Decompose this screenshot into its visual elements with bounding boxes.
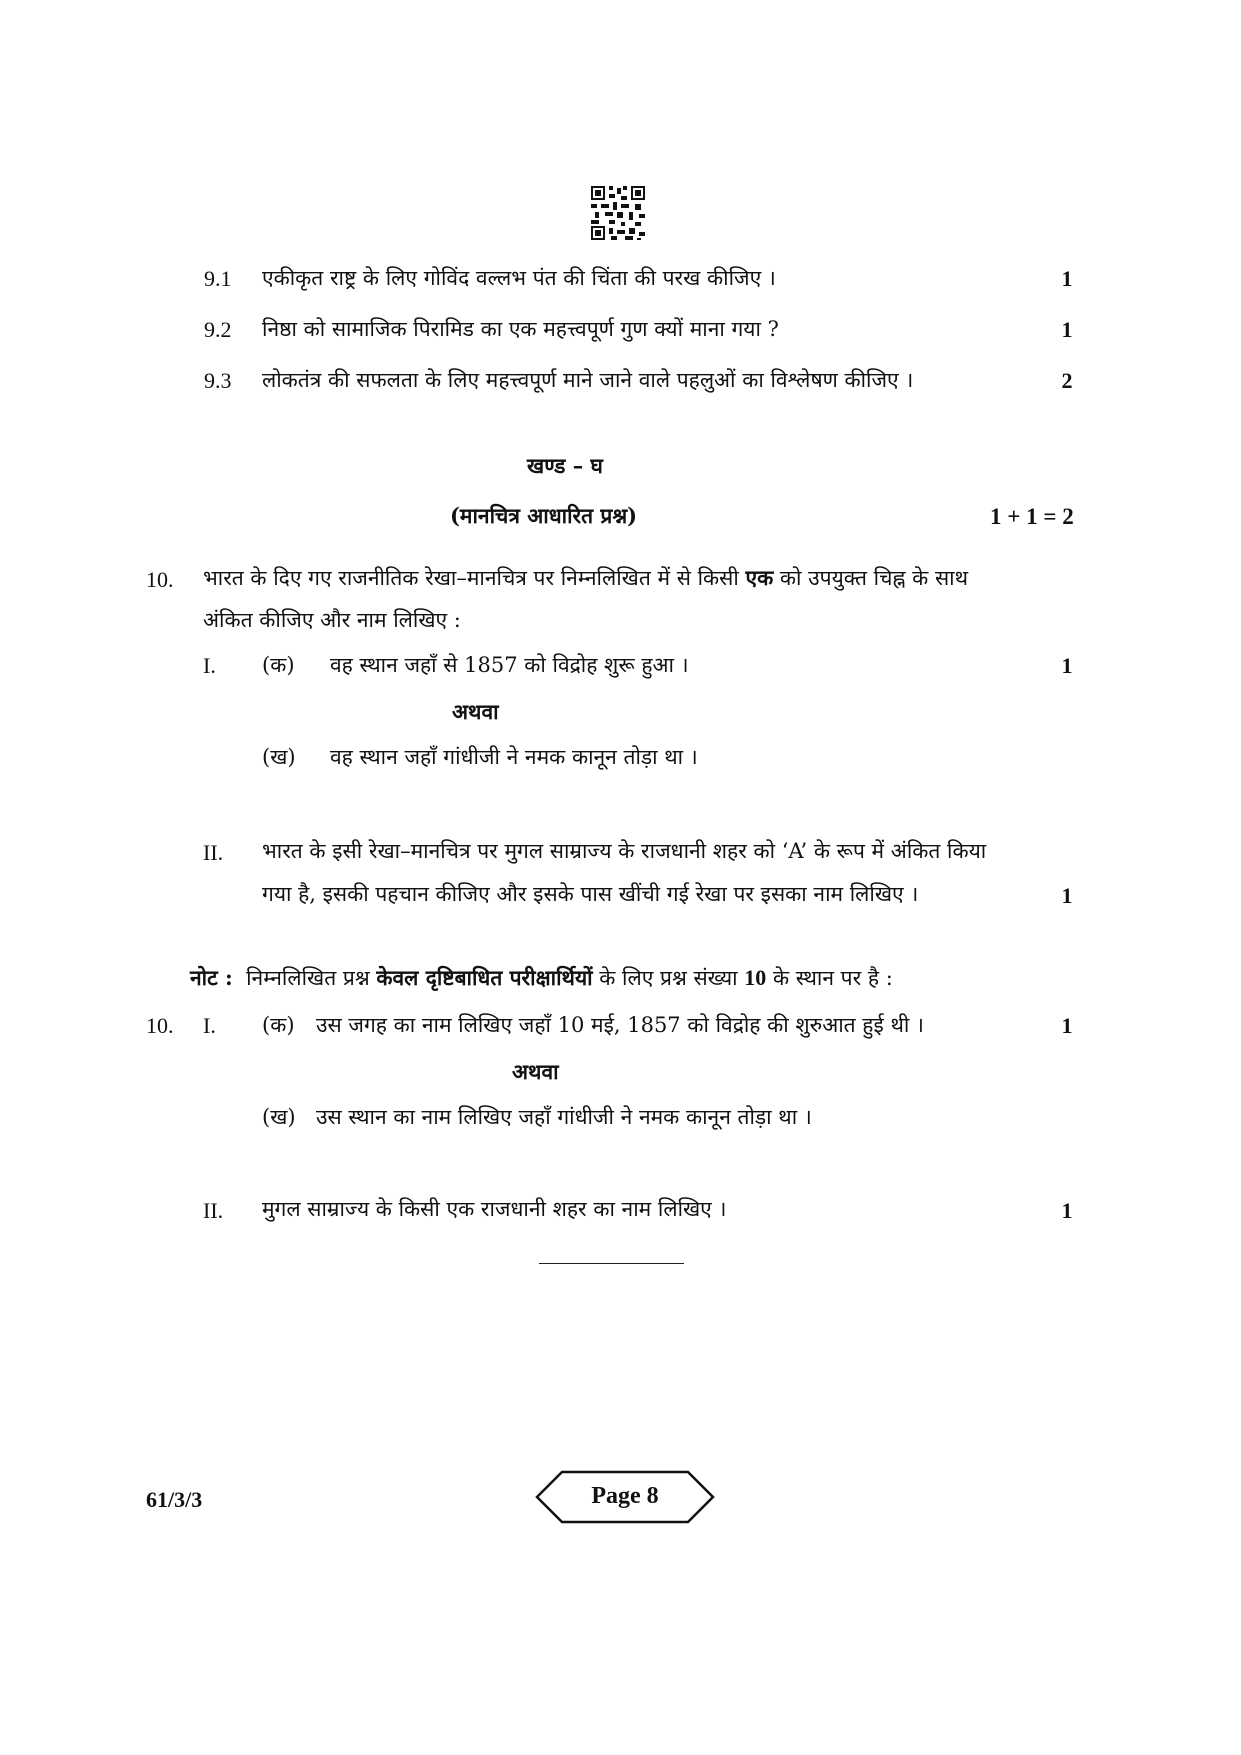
q10-number: 10. xyxy=(146,567,174,592)
q10vi-ii-label: II. xyxy=(203,1198,224,1223)
q10-ii-line1: भारत के इसी रेखा–मानचित्र पर मुगल साम्राज्य के राजधानी शहर को ‘A’ के रूप में अंकित किया xyxy=(262,839,987,863)
q9-2-text: निष्ठा को सामाजिक पिरामिड का एक महत्त्वपूर्ण गुण क्यों माना गया ? xyxy=(262,317,779,341)
note-question-number: 10 xyxy=(744,965,767,990)
q9-1-text: एकीकृत राष्ट्र के लिए गोविंद वल्लभ पंत की चिंता की परख कीजिए । xyxy=(262,266,776,290)
q10vi-b-label: (ख) xyxy=(262,1105,296,1129)
q10-intro-line1 xyxy=(203,564,968,592)
q9-1-marks: 1 xyxy=(1061,266,1073,291)
q10-ii-line2: गया है, इसकी पहचान कीजिए और इसके पास खींची गई रेखा पर इसका नाम लिखिए । xyxy=(262,882,919,906)
q10-i-label: I. xyxy=(203,653,216,678)
note-part1: निम्नलिखित प्रश्न xyxy=(246,966,377,990)
q10vi-b-text: उस स्थान का नाम लिखिए जहाँ गांधीजी ने नमक कानून तोड़ा था । xyxy=(316,1105,812,1129)
q9-3-text: लोकतंत्र की सफलता के लिए महत्त्वपूर्ण माने जाने वाले पहलुओं का विश्लेषण कीजिए । xyxy=(262,368,914,392)
q10vi-ii-text: मुगल साम्राज्य के किसी एक राजधानी शहर का नाम लिखिए । xyxy=(262,1197,727,1221)
qr-code xyxy=(591,186,645,240)
q10-ii-label: II. xyxy=(203,840,224,865)
q10vi-or: अथवा xyxy=(512,1059,559,1084)
paper-code: 61/3/3 xyxy=(146,1487,203,1512)
note-line xyxy=(190,964,893,992)
q10vi-a-label: (क) xyxy=(262,1013,295,1037)
q10-b-text: वह स्थान जहाँ गांधीजी ने नमक कानून तोड़ा था । xyxy=(330,745,698,769)
q10-a-label: (क) xyxy=(262,653,295,677)
note-label: नोट : xyxy=(190,965,233,990)
end-rule xyxy=(539,1263,684,1264)
q9-3-marks: 2 xyxy=(1061,368,1073,393)
q10vi-i-label: I. xyxy=(203,1013,216,1038)
q10vi-ii-marks: 1 xyxy=(1061,1198,1073,1223)
q10-intro-part1: भारत के दिए गए राजनीतिक रेखा–मानचित्र पर निम्नलिखित में से किसी xyxy=(203,566,746,590)
note-part3: के स्थान पर है : xyxy=(766,966,893,990)
note-bold: केवल दृष्टिबाधित परीक्षार्थियों xyxy=(376,965,593,990)
q10-intro-bold: एक xyxy=(745,565,774,590)
section-title: खण्ड – घ xyxy=(527,453,603,478)
q10-intro-line2: अंकित कीजिए और नाम लिखिए : xyxy=(203,608,461,632)
page-number: Page 8 xyxy=(591,1483,659,1509)
section-subtitle: (मानचित्र आधारित प्रश्न) xyxy=(450,503,638,528)
q10-b-label: (ख) xyxy=(262,745,296,769)
q9-1-number: 9.1 xyxy=(204,266,232,291)
q9-2-marks: 1 xyxy=(1061,317,1073,342)
q9-2-number: 9.2 xyxy=(204,317,232,342)
q10vi-a-marks: 1 xyxy=(1061,1013,1073,1038)
q10-ii-marks: 1 xyxy=(1061,883,1073,908)
q9-3-number: 9.3 xyxy=(204,368,232,393)
q10-or: अथवा xyxy=(452,699,499,724)
q10-a-marks: 1 xyxy=(1061,653,1073,678)
q10-a-text: वह स्थान जहाँ से 1857 को विद्रोह शुरू हुआ । xyxy=(330,653,689,677)
q10vi-number: 10. xyxy=(146,1013,174,1038)
section-marks: 1 + 1 = 2 xyxy=(990,504,1074,529)
q10vi-a-text: उस जगह का नाम लिखिए जहाँ 10 मई, 1857 को विद्रोह की शुरुआत हुई थी । xyxy=(316,1013,924,1037)
q10-intro-part2: को उपयुक्त चिह्न के साथ xyxy=(773,566,969,590)
note-part2: के लिए प्रश्न संख्या xyxy=(592,966,745,990)
